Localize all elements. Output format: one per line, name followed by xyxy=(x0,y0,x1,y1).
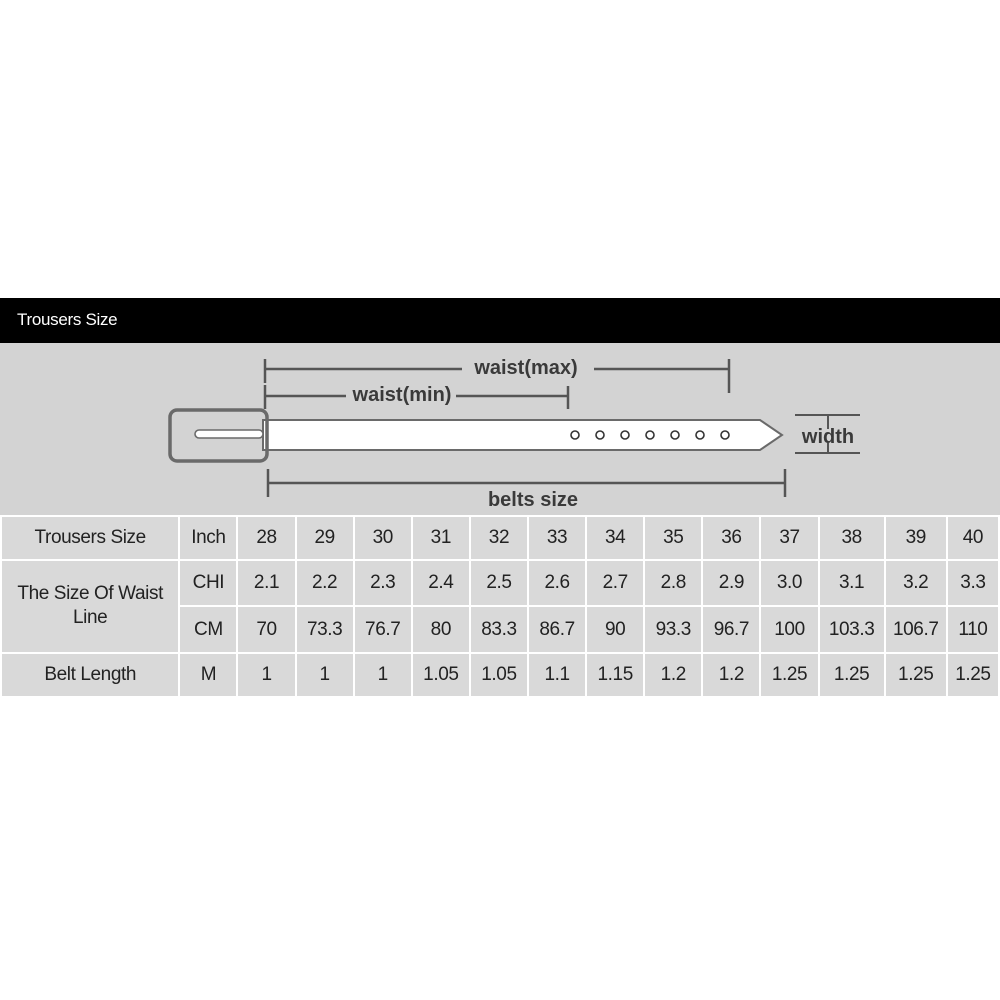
table-cell: 40 xyxy=(948,517,998,559)
belt-hole xyxy=(646,431,654,439)
table-cell: 38 xyxy=(820,517,884,559)
table-cell: 29 xyxy=(297,517,353,559)
width-label: width xyxy=(801,426,855,448)
table-cell: 1.25 xyxy=(886,654,946,696)
belt-diagram-svg xyxy=(0,343,1000,515)
table-cell: 33 xyxy=(529,517,585,559)
table-cell: 96.7 xyxy=(703,607,759,651)
table-cell: 90 xyxy=(587,607,643,651)
table-row xyxy=(2,654,998,696)
table-cell: 86.7 xyxy=(529,607,585,651)
table-cell: 73.3 xyxy=(297,607,353,651)
table-cell: 37 xyxy=(761,517,817,559)
row-label: Trousers Size xyxy=(2,517,178,559)
table-cell: 2.7 xyxy=(587,561,643,605)
table-cell: 1.2 xyxy=(645,654,701,696)
table-cell: 32 xyxy=(471,517,527,559)
belt-hole xyxy=(696,431,704,439)
row-label: The Size Of Waist Line xyxy=(2,561,178,651)
belt-hole xyxy=(671,431,679,439)
table-row xyxy=(2,517,998,559)
table-cell: 36 xyxy=(703,517,759,559)
table-cell: 1.2 xyxy=(703,654,759,696)
table-cell: 1.25 xyxy=(820,654,884,696)
row-unit: Inch xyxy=(180,517,236,559)
table-cell: 1.05 xyxy=(413,654,469,696)
table-cell: 2.9 xyxy=(703,561,759,605)
table-cell: 34 xyxy=(587,517,643,559)
table-cell: 1.25 xyxy=(761,654,817,696)
table-cell: 39 xyxy=(886,517,946,559)
size-table xyxy=(0,515,1000,698)
table-cell: 2.4 xyxy=(413,561,469,605)
belt-hole xyxy=(621,431,629,439)
table-cell: 1.15 xyxy=(587,654,643,696)
row-unit: CM xyxy=(180,607,236,651)
table-cell: 106.7 xyxy=(886,607,946,651)
belt-diagram xyxy=(0,343,1000,515)
table-cell: 1.1 xyxy=(529,654,585,696)
table-cell: 110 xyxy=(948,607,998,651)
table-cell: 35 xyxy=(645,517,701,559)
table-cell: 1 xyxy=(297,654,353,696)
table-cell: 28 xyxy=(238,517,294,559)
table-cell: 103.3 xyxy=(820,607,884,651)
belt-hole xyxy=(596,431,604,439)
waist-min-label: waist(min) xyxy=(352,384,452,406)
row-unit: CHI xyxy=(180,561,236,605)
table-cell: 3.0 xyxy=(761,561,817,605)
table-cell: 1 xyxy=(355,654,411,696)
table-cell: 1.05 xyxy=(471,654,527,696)
table-cell: 1.25 xyxy=(948,654,998,696)
table-cell: 80 xyxy=(413,607,469,651)
header-bar xyxy=(0,298,1000,343)
belt-hole xyxy=(571,431,579,439)
table-row xyxy=(2,561,998,605)
table-cell: 3.3 xyxy=(948,561,998,605)
table-cell: 1 xyxy=(238,654,294,696)
table-cell: 2.1 xyxy=(238,561,294,605)
belt-hole xyxy=(721,431,729,439)
row-unit: M xyxy=(180,654,236,696)
header-title: Trousers Size xyxy=(17,310,118,329)
buckle-prong xyxy=(195,430,263,438)
table-cell: 30 xyxy=(355,517,411,559)
table-cell: 2.3 xyxy=(355,561,411,605)
table-cell: 2.2 xyxy=(297,561,353,605)
table-cell: 3.1 xyxy=(820,561,884,605)
table-cell: 83.3 xyxy=(471,607,527,651)
waist-max-label: waist(max) xyxy=(474,357,578,379)
table-cell: 93.3 xyxy=(645,607,701,651)
row-label: Belt Length xyxy=(2,654,178,696)
table-cell: 2.8 xyxy=(645,561,701,605)
table-cell: 3.2 xyxy=(886,561,946,605)
table-cell: 31 xyxy=(413,517,469,559)
table-cell: 70 xyxy=(238,607,294,651)
table-cell: 2.6 xyxy=(529,561,585,605)
table-cell: 2.5 xyxy=(471,561,527,605)
belts-size-label: belts size xyxy=(487,489,579,511)
table-cell: 100 xyxy=(761,607,817,651)
table-cell: 76.7 xyxy=(355,607,411,651)
size-table-body xyxy=(2,517,998,696)
